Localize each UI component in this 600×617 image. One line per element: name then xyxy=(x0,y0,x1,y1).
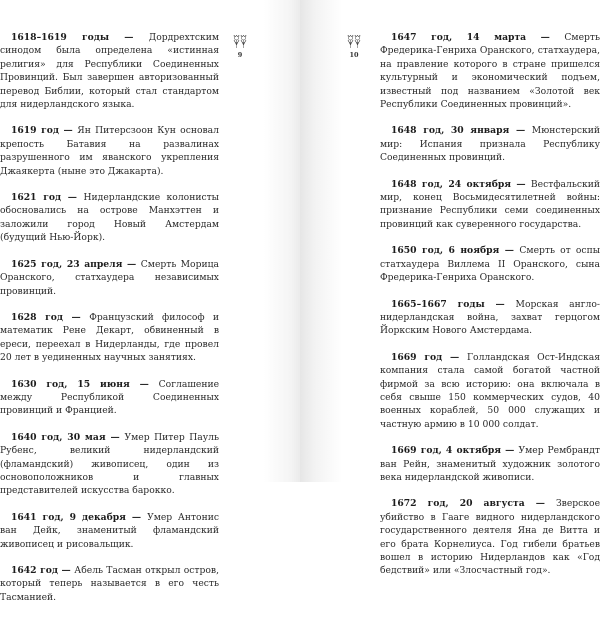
entry-text: Вестфальский мир, конец Восьмидесятилетней войны: признание Республики семи соединенных провинций как суверенного государства. xyxy=(380,178,600,230)
timeline-entry: 1621 год — Нидерландские колонисты обосновались на острове Манхэттен и заложили город Новый Амстердам (будущий Нью-Йорк). xyxy=(0,192,219,244)
entry-text: Умер Питер Пауль Рубенс, великий нидерландский (фламандский) живописец, один из основоположников и главных представителей искусства барокко. xyxy=(0,431,219,497)
entry-text: Смерть от оспы статхаудера Виллема II Оранского, сына Фредерика-Генриха Оранского. xyxy=(380,245,600,284)
timeline-entry: 1648 год, 30 января — Мюнстерский мир: Испания признала Республику Соединенных провинций. xyxy=(380,125,600,164)
timeline-entry: 1669 год — Голландская Ост-Индская компания стала самой богатой частной фирмой за всю историю: она включала в себя свыше 150 коммерческих судов, 40 военных кораблей, 50 000 служащих и частную армию в 10 000 солдат. xyxy=(380,351,600,430)
entry-text: Смерть Морица Оранского, статхаудера независимых провинций. xyxy=(0,258,219,297)
entry-text: Умер Рембрандт ван Рейн, знаменитый художник золотого века нидерландской живописи. xyxy=(380,445,600,483)
entry-date: 1628 год xyxy=(11,311,63,323)
timeline-entry: 1647 год, 14 марта — Смерть Фредерика-Генриха Оранского, статхаудера, на правление которого в стране пришелся культурный и экономический подъем, известный под названием «Золотой век Республики Соединенных провинций». xyxy=(380,32,600,111)
entry-date: 1621 год xyxy=(11,192,62,204)
entry-date: 1640 год, 30 мая xyxy=(11,431,106,443)
entry-date: 1642 год xyxy=(11,565,58,576)
page-folio xyxy=(233,34,247,59)
entry-text: Нидерландские колонисты обосновались на острове Манхэттен и заложили город Новый Амстердам (будущий Нью-Йорк). xyxy=(0,192,219,244)
entry-text: Соглашение между Республикой Соединенных провинций и Францией. xyxy=(0,378,220,417)
entry-date: 1641 год, 9 декабря xyxy=(11,511,126,523)
entry-date: 1669 год, 4 октября xyxy=(391,445,502,457)
page-number: 9 xyxy=(237,51,243,59)
entry-text: Абель Тасман открыл остров, который теперь называется в его честь Тасманией. xyxy=(0,565,219,603)
timeline-entry: 1650 год, 6 ноября — Смерть от оспы статхаудера Виллема II Оранского, сына Фредерика-Генриха Оранского. xyxy=(380,245,600,284)
page-number: 10 xyxy=(349,51,359,59)
timeline-entry: 1642 год — Абель Тасман открыл остров, который теперь называется в его честь Тасманией. xyxy=(0,565,219,603)
entry-date: 1619 год xyxy=(11,125,59,137)
timeline-entry: 1641 год, 9 декабря — Умер Антонис ван Дейк, знаменитый фламандский живописец и рисовальщик. xyxy=(0,511,219,550)
timeline-entry: 1640 год, 30 мая — Умер Питер Пауль Рубенс, великий нидерландский (фламандский) живописец, один из основоположников и главных представителей искусства барокко. xyxy=(0,431,219,497)
right-page xyxy=(300,0,600,577)
entry-date: 1650 год, 6 ноября xyxy=(391,245,500,257)
right-page-text xyxy=(380,31,600,591)
page-folio xyxy=(347,34,361,59)
entry-text: Голландская Ост-Индская компания стала самой богатой частной фирмой за всю историю: она включала в себя свыше 150 коммерческих судов, 40 военных кораблей, 50 000 служащих и частную армию в 10 000 солдат. xyxy=(380,351,600,430)
entry-date: 1648 год, 30 января xyxy=(391,125,510,137)
timeline-entry: 1625 год, 23 апреля — Смерть Морица Оранского, статхаудера независимых провинций. xyxy=(0,258,219,297)
entry-date: 1672 год, 20 августа xyxy=(391,498,525,510)
timeline-entry: 1619 год — Ян Питерсзоон Кун основал крепость Батавия на развалинах разрушенного им яванского укрепления Джаякерта (ныне это Джакарта). xyxy=(0,125,219,177)
timeline-entry: 1672 год, 20 августа — Зверское убийство в Гааге видного нидерландского государственного деятеля Яна де Витта и его брата Корнелиуса. Год гибели братьев вошел в историю Нидерландов как «Год бедствий» или «Злосчастный год». xyxy=(380,498,600,577)
entry-text: Зверское убийство в Гааге видного нидерландского государственного деятеля Яна де Витта и его брата Корнелиуса. Год гибели братьев вошел в историю Нидерландов как «Год бедствий» или «Злосчастный год». xyxy=(380,498,600,577)
entry-date: 1648 год, 24 октября xyxy=(391,178,512,190)
entry-text: Смерть Фредерика-Генриха Оранского, статхаудера, на правление которого в стране пришелся культурный и экономический подъем, известный под названием «Золотой век Республики Соединенных провинций». xyxy=(380,32,600,111)
tulip-pair-icon xyxy=(233,34,247,49)
entry-date: 1630 год, 15 июня xyxy=(11,378,130,390)
entry-date: 1647 год, 14 марта xyxy=(391,32,527,43)
timeline-entry: 1648 год, 24 октября — Вестфальский мир, конец Восьмидесятилетней войны: признание Республики семи соединенных провинций как суверенного государства. xyxy=(380,178,600,230)
entry-text: Умер Антонис ван Дейк, знаменитый фламандский живописец и рисовальщик. xyxy=(0,511,219,550)
entry-text: Морская англо-нидерландская война, захват герцогом Йоркским Нового Амстердама. xyxy=(380,298,600,337)
tulip-pair-icon xyxy=(347,34,361,49)
timeline-entry: 1618–1619 годы — Дордрехтским синодом была определена «истинная религия» для Республики Соединенных Провинций. Был завершен авторизованный перевод Библии, который стал стандартом для нидерландского языка. xyxy=(0,32,219,111)
timeline-entry: 1630 год, 15 июня — Соглашение между Республикой Соединенных провинций и Францией. xyxy=(0,378,220,417)
timeline-entry: 1665–1667 годы — Морская англо-нидерландская война, захват герцогом Йоркским Нового Амстердама. xyxy=(380,298,600,337)
entry-date: 1625 год, 23 апреля xyxy=(11,258,123,270)
entry-text: Ян Питерсзоон Кун основал крепость Батавия на развалинах разрушенного им яванского укрепления Джаякерта (ныне это Джакарта). xyxy=(0,125,219,177)
timeline-entry: 1669 год, 4 октября — Умер Рембрандт ван Рейн, знаменитый художник золотого века нидерландской живописи. xyxy=(380,445,600,483)
entry-text: Мюнстерский мир: Испания признала Республику Соединенных провинций. xyxy=(380,125,600,164)
entry-date: 1665–1667 годы xyxy=(391,298,485,310)
entry-date: 1618–1619 годы xyxy=(11,32,110,43)
entry-text: Дордрехтским синодом была определена «истинная религия» для Республики Соединенных Провинций. Был завершен авторизованный перевод Библии, который стал стандартом для нидерландского языка. xyxy=(0,32,219,111)
entry-date: 1669 год xyxy=(391,351,443,363)
entry-text: Французский философ и математик Рене Декарт, обвиненный в ереси, переехал в Нидерланды, где провел 20 лет в уединенных научных занятиях. xyxy=(0,311,219,364)
left-page xyxy=(0,0,300,603)
left-page-text xyxy=(0,31,219,617)
timeline-entry: 1628 год — Французский философ и математик Рене Декарт, обвиненный в ереси, переехал в Нидерланды, где провел 20 лет в уединенных научных занятиях. xyxy=(0,311,219,364)
